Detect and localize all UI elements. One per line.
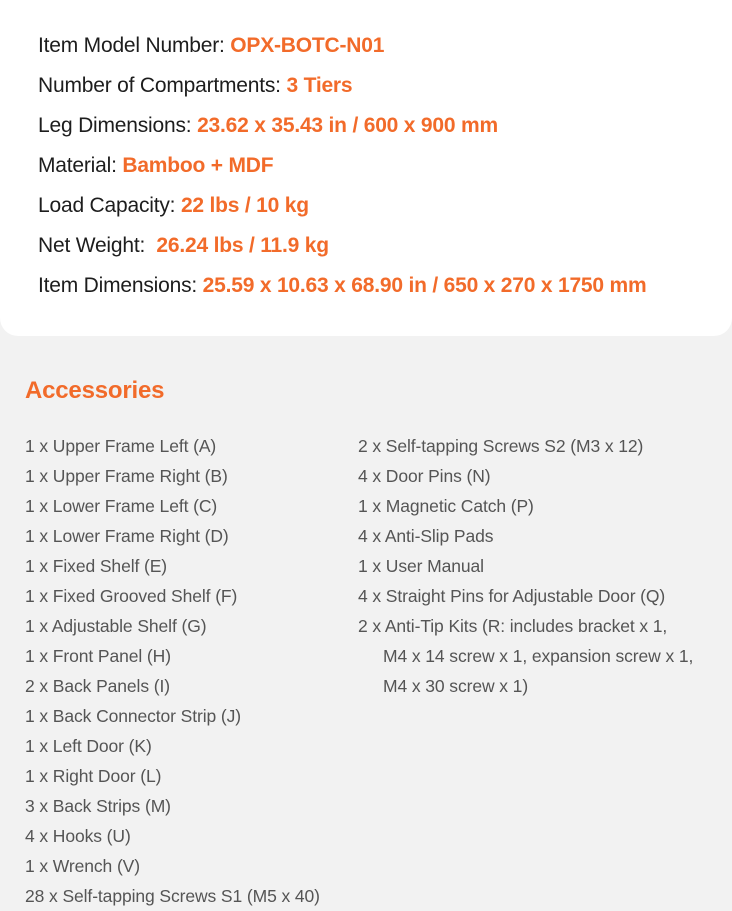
spec-label: Number of Compartments: [38, 74, 287, 97]
accessory-item: 2 x Back Panels (I) [25, 676, 170, 696]
accessory-item: 1 x Right Door (L) [25, 766, 162, 786]
accessory-item: 1 x Back Connector Strip (J) [25, 706, 242, 726]
accessory-item: 2 x Self-tapping Screws S2 (M3 x 12) [358, 436, 644, 456]
spec-label: Item Model Number: [38, 34, 231, 57]
accessory-item: 1 x Fixed Shelf (E) [25, 556, 168, 576]
specifications-card [0, 0, 732, 336]
spec-value: 3 Tiers [286, 74, 353, 97]
accessory-item: 1 x Upper Frame Left (A) [25, 436, 217, 456]
accessory-item: 1 x Adjustable Shelf (G) [25, 616, 207, 636]
accessories-list-right [358, 431, 693, 701]
spec-value: Bamboo + MDF [122, 154, 274, 177]
spec-label: Load Capacity: [38, 194, 181, 217]
spec-leg-dimensions [38, 110, 646, 150]
spec-label: Material: [38, 154, 123, 177]
specifications-list [38, 30, 646, 310]
accessory-item: 28 x Self-tapping Screws S1 (M5 x 40) [25, 886, 320, 906]
spec-value: 22 lbs / 10 kg [180, 194, 309, 217]
spec-material [38, 150, 646, 190]
spec-label: Item Dimensions: [38, 274, 203, 297]
spec-load-capacity [38, 190, 646, 230]
spec-value: 26.24 lbs / 11.9 kg [156, 234, 329, 257]
accessory-item: 1 x Front Panel (H) [25, 646, 171, 666]
accessory-item: 1 x User Manual [358, 556, 484, 576]
accessories-list-left [25, 431, 320, 911]
spec-net-weight [38, 230, 646, 270]
accessory-item: 1 x Fixed Grooved Shelf (F) [25, 586, 238, 606]
accessory-item-continued: M4 x 30 screw x 1) [383, 676, 529, 696]
accessory-item: 4 x Straight Pins for Adjustable Door (Q) [358, 586, 666, 606]
accessory-item: 1 x Lower Frame Right (D) [25, 526, 229, 546]
spec-value: 25.59 x 10.63 x 68.90 in / 650 x 270 x 1750 mm [202, 274, 647, 297]
accessory-item-continued: M4 x 14 screw x 1, expansion screw x 1, [383, 646, 694, 666]
accessory-item: 1 x Wrench (V) [25, 856, 140, 876]
spec-value: 23.62 x 35.43 in / 600 x 900 mm [197, 114, 498, 137]
accessory-item: 3 x Back Strips (M) [25, 796, 171, 816]
accessory-item: 1 x Upper Frame Right (B) [25, 466, 228, 486]
accessory-item: 4 x Door Pins (N) [358, 466, 491, 486]
spec-item-dimensions [38, 270, 646, 310]
spec-label: Leg Dimensions: [38, 114, 198, 137]
accessory-item: 1 x Lower Frame Left (C) [25, 496, 218, 516]
spec-value: OPX-BOTC-N01 [230, 34, 385, 57]
accessory-item: 1 x Magnetic Catch (P) [358, 496, 534, 516]
spec-compartments [38, 70, 646, 110]
spec-label: Net Weight: [38, 234, 157, 257]
accessory-item: 4 x Hooks (U) [25, 826, 131, 846]
accessory-item: 4 x Anti-Slip Pads [358, 526, 494, 546]
accessories-heading: Accessories [25, 377, 165, 404]
accessory-item: 2 x Anti-Tip Kits (R: includes bracket x 1, [358, 616, 668, 636]
accessory-item: 1 x Left Door (K) [25, 736, 152, 756]
spec-model-number [38, 30, 646, 70]
